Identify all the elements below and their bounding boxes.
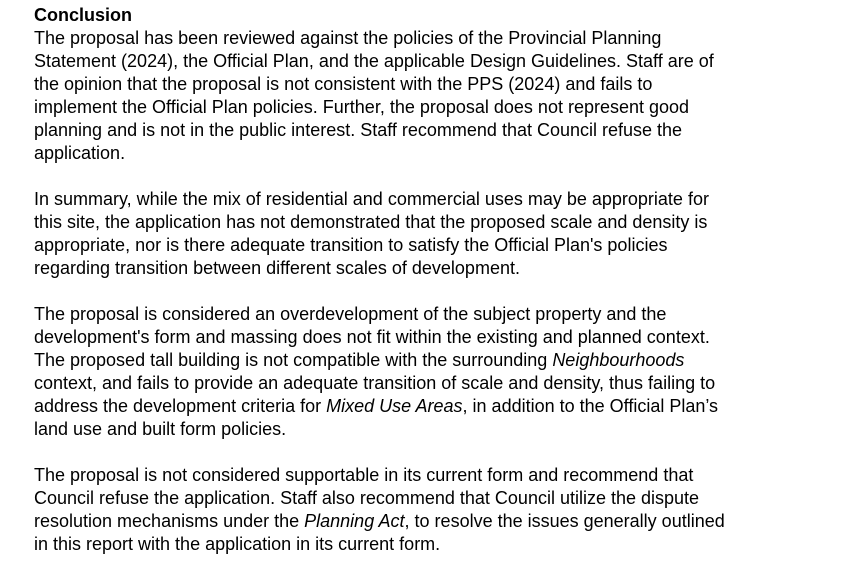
text-line: implement the Official Plan policies. Further, the proposal does not represent good [34,97,690,117]
paragraph [34,188,834,280]
text-line: address the development criteria for Mixed Use Areas, in addition to the Official Plan’s [34,396,719,416]
italic-term-planning-act: Planning Act [304,511,405,531]
paragraph [34,27,834,165]
text-line: The proposal is not considered supportable in its current form and recommend that [34,465,694,485]
text-line: the opinion that the proposal is not consistent with the PPS (2024) and fails to [34,74,653,94]
text-line: resolution mechanisms under the Planning Act, to resolve the issues generally outlined [34,511,725,531]
text-line: The proposed tall building is not compatible with the surrounding Neighbourhoods [34,350,685,370]
text-line: in this report with the application in its current form. [34,534,441,554]
text-line: Council refuse the application. Staff also recommend that Council utilize the dispute [34,488,700,508]
text-line: application. [34,143,126,163]
text-line: land use and built form policies. [34,419,287,439]
text-line: Statement (2024), the Official Plan, and the applicable Design Guidelines. Staff are of [34,51,714,71]
paragraph [34,464,834,556]
text-line: development's form and massing does not fit within the existing and planned context. [34,327,710,347]
text-line: appropriate, nor is there adequate transition to satisfy the Official Plan's policies [34,235,668,255]
text-line: regarding transition between different scales of development. [34,258,520,278]
text-line: this site, the application has not demonstrated that the proposed scale and density is [34,212,708,232]
text-line: planning and is not in the public interest. Staff recommend that Council refuse the [34,120,683,140]
text-line: context, and fails to provide an adequate transition of scale and density, thus failing to [34,373,716,393]
text-line: The proposal has been reviewed against the policies of the Provincial Planning [34,28,662,48]
document-body [34,4,834,579]
italic-term-mixed-use-areas: Mixed Use Areas [326,396,463,416]
italic-term-neighbourhoods: Neighbourhoods [552,350,685,370]
section-heading: Conclusion [34,5,132,25]
text-line: The proposal is considered an overdevelopment of the subject property and the [34,304,667,324]
text-line: In summary, while the mix of residential and commercial uses may be appropriate for [34,189,709,209]
paragraph [34,303,834,441]
